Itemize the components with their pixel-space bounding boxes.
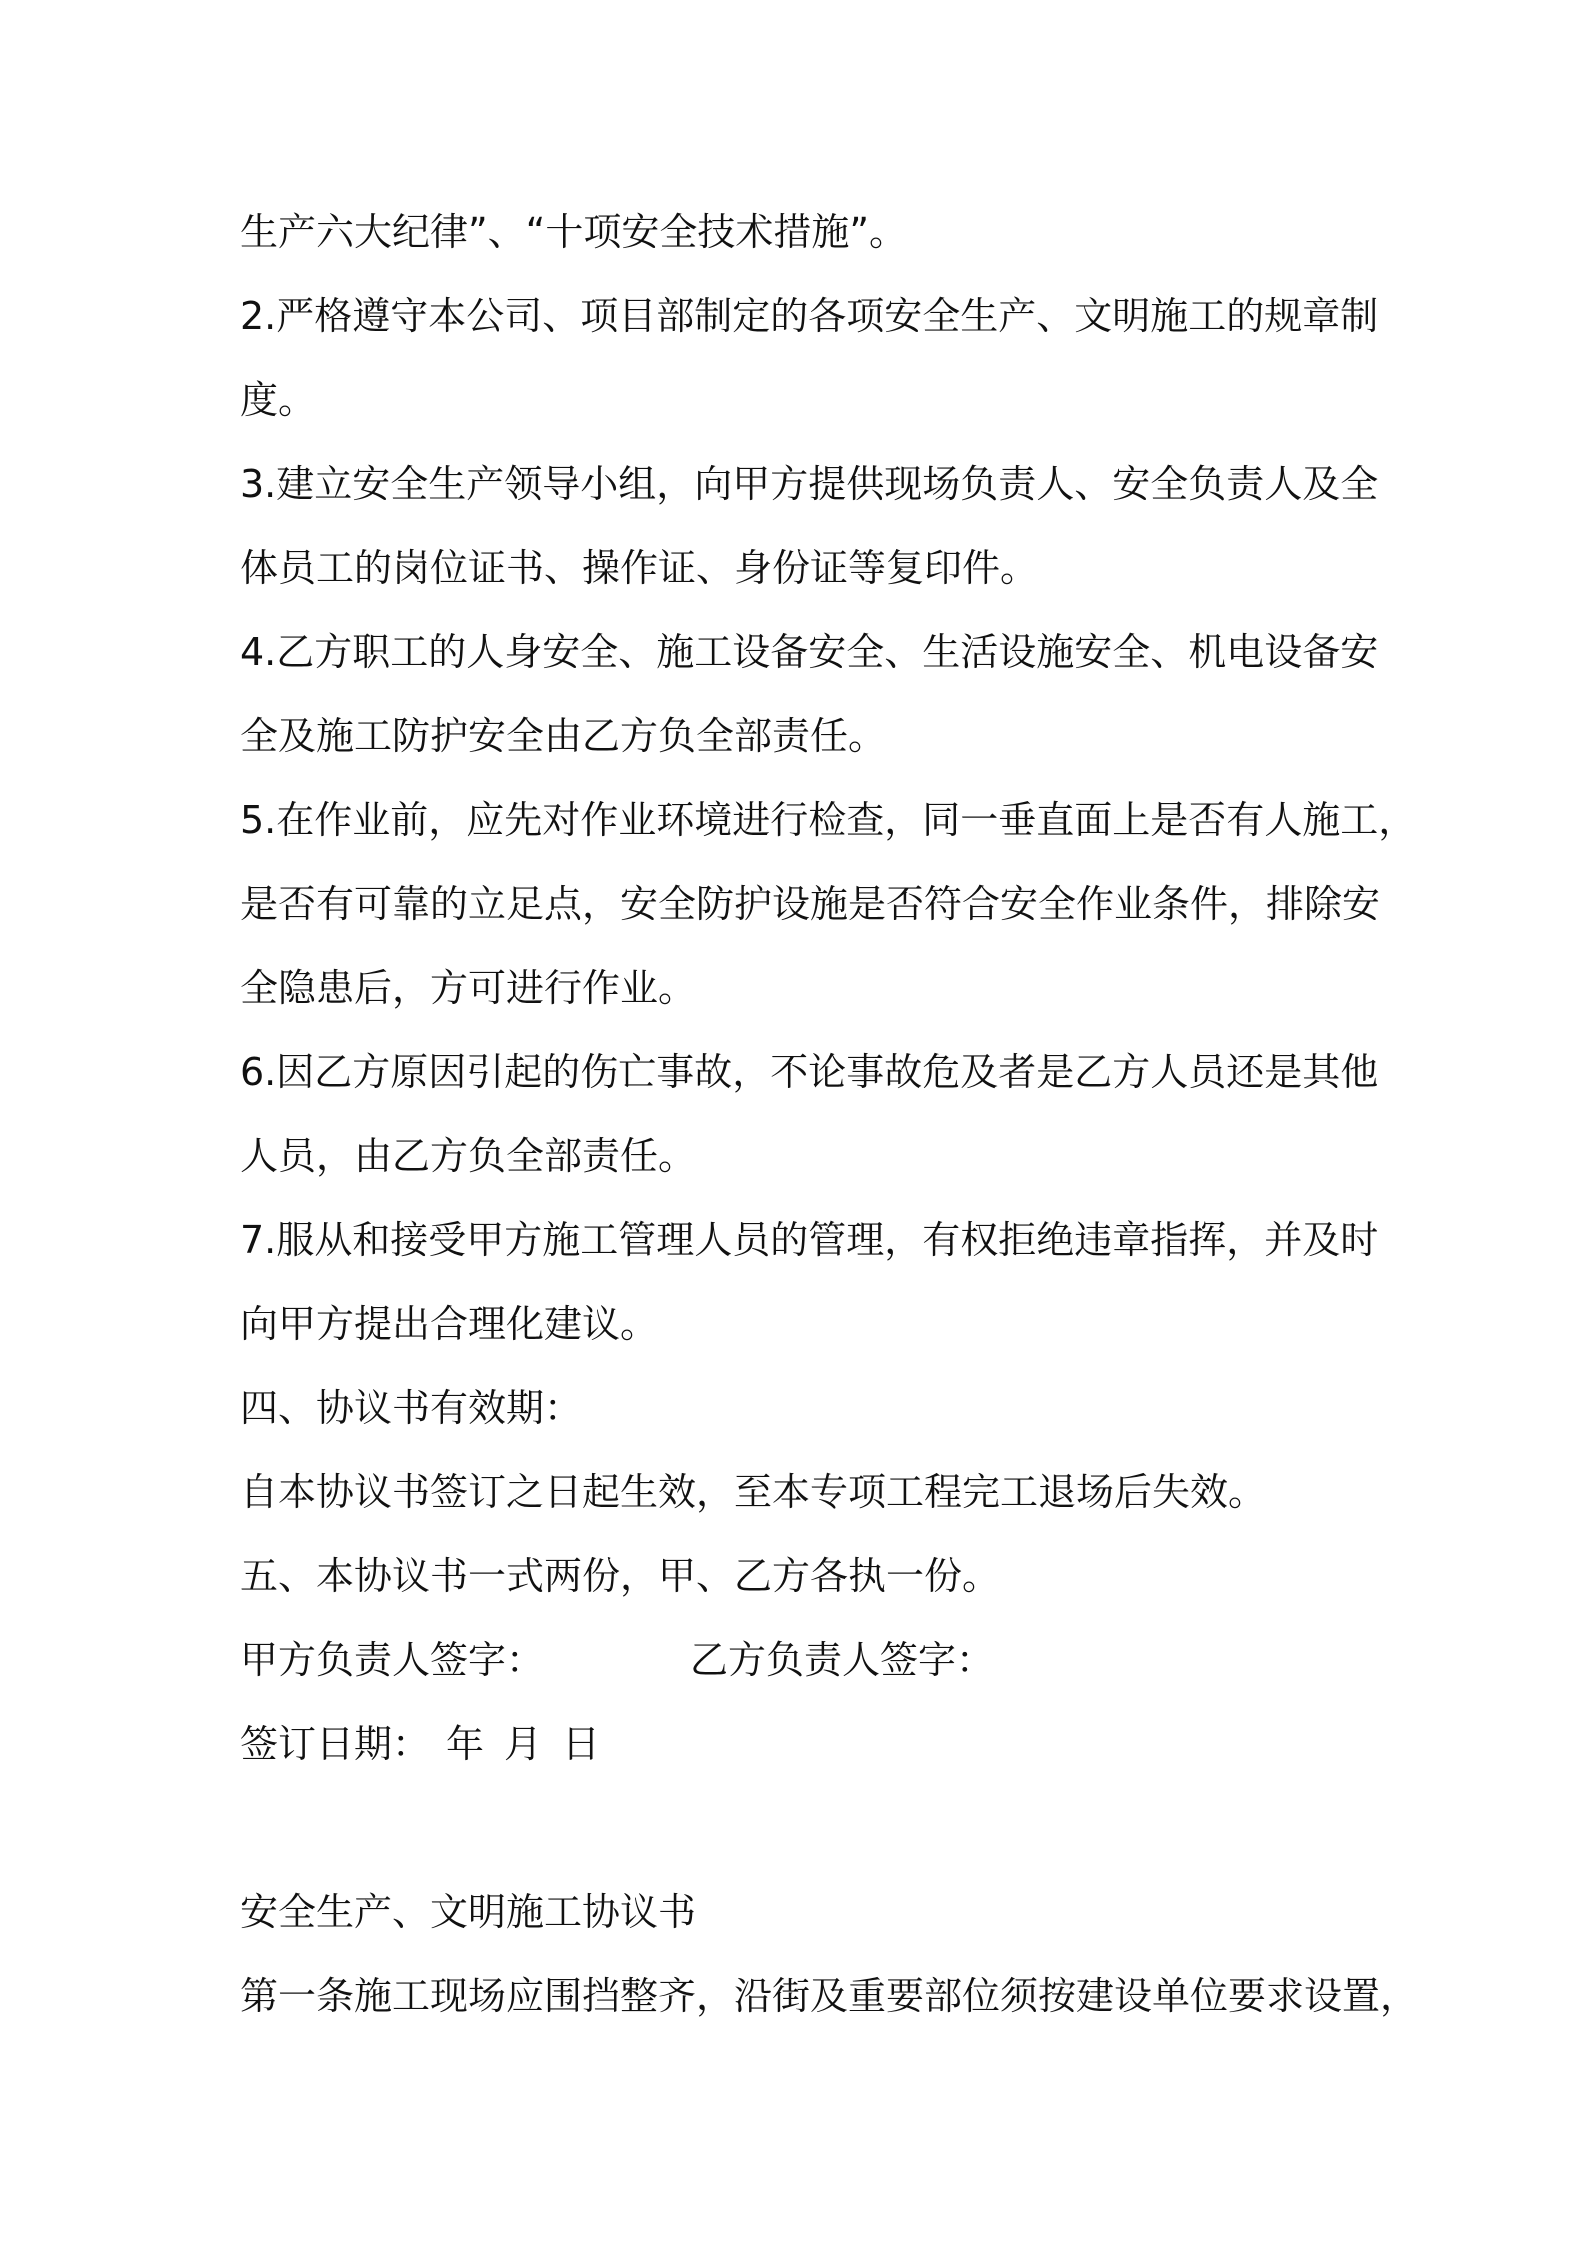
document-body xyxy=(240,190,1419,2038)
clause-5-line-3: 全隐患后，方可进行作业。 xyxy=(240,966,697,1010)
clause-2-line-2: 度。 xyxy=(240,378,317,422)
clause-7-line-1: 7.服从和接受甲方施工管理人员的管理，有权拒绝违章指挥，并及时 xyxy=(240,1218,1379,1262)
party-a-signature-label: 甲方负责人签字： xyxy=(240,1638,545,1682)
clause-4-line-2: 全及施工防护安全由乙方负全部责任。 xyxy=(240,714,887,758)
section-5-text: 五、本协议书一式两份，甲、乙方各执一份。 xyxy=(240,1554,1001,1598)
text-line: 生产六大纪律”、“十项安全技术措施”。 xyxy=(240,210,908,254)
clause-3-line-1: 3.建立安全生产领导小组，向甲方提供现场负责人、安全负责人及全 xyxy=(240,462,1379,506)
clause-3-line-2: 体员工的岗位证书、操作证、身份证等复印件。 xyxy=(240,546,1039,590)
date-month: 月 xyxy=(504,1722,543,1766)
party-b-signature-label: 乙方负责人签字： xyxy=(690,1638,995,1682)
clause-6-line-1: 6.因乙方原因引起的伤亡事故，不论事故危及者是乙方人员还是其他 xyxy=(240,1050,1379,1094)
signing-date-label: 签订日期： xyxy=(240,1722,431,1766)
blank-spacer xyxy=(240,1786,1370,1870)
signature-row xyxy=(240,1618,1370,1702)
section-4-heading: 四、协议书有效期： xyxy=(240,1386,583,1430)
clause-5-line-1: 5.在作业前，应先对作业环境进行检查，同一垂直面上是否有人施工， xyxy=(240,798,1417,842)
clause-2-line-1: 2.严格遵守本公司、项目部制定的各项安全生产、文明施工的规章制 xyxy=(240,294,1379,338)
agreement-title: 安全生产、文明施工协议书 xyxy=(240,1890,697,1934)
clause-6-line-2: 人员，由乙方负全部责任。 xyxy=(240,1134,697,1178)
clause-5-line-2: 是否有可靠的立足点，安全防护设施是否符合安全作业条件，排除安 xyxy=(240,882,1381,926)
clause-7-line-2: 向甲方提出合理化建议。 xyxy=(240,1302,659,1346)
clause-4-line-1: 4.乙方职工的人身安全、施工设备安全、生活设施安全、机电设备安 xyxy=(240,630,1379,674)
date-year: 年 xyxy=(446,1722,485,1766)
first-clause-text: 第一条施工现场应围挡整齐，沿街及重要部位须按建设单位要求设置， xyxy=(240,1974,1419,2018)
date-day: 日 xyxy=(562,1722,601,1766)
validity-text: 自本协议书签订之日起生效，至本专项工程完工退场后失效。 xyxy=(240,1470,1267,1514)
signing-date-row xyxy=(240,1702,1370,1786)
